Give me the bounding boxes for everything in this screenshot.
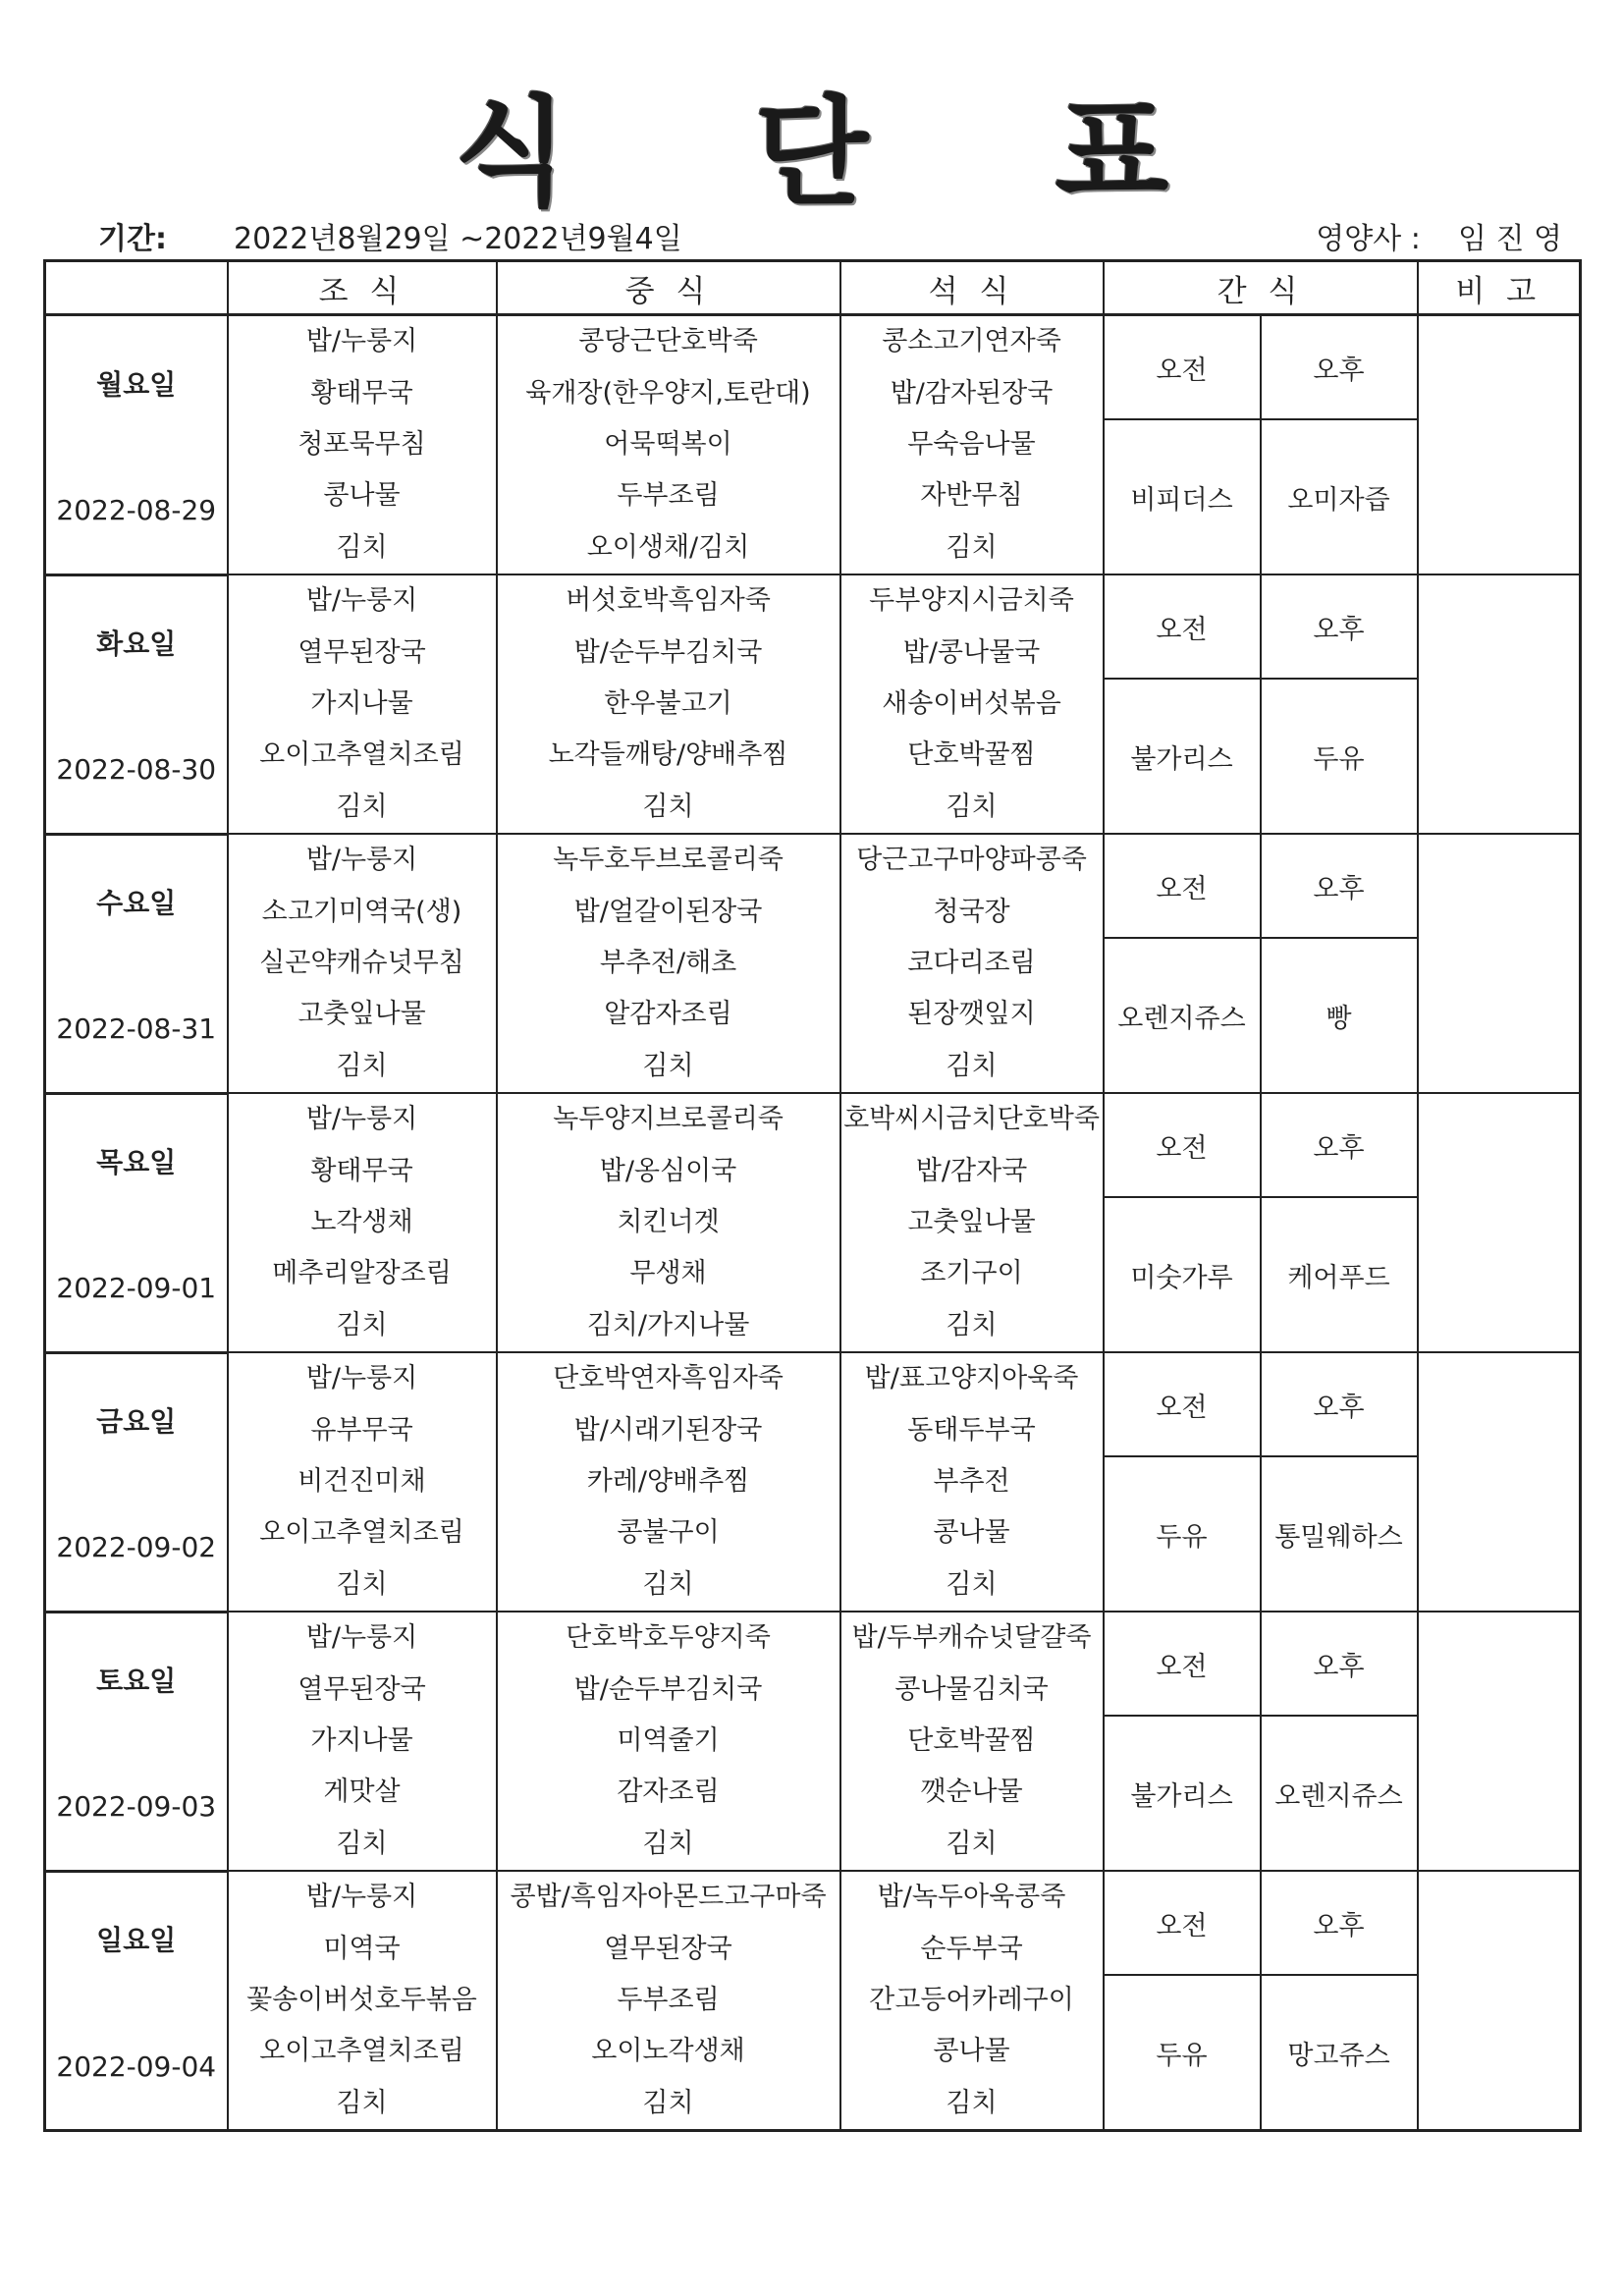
day-cell — [45, 1093, 228, 1352]
snack-am-label: 오전 — [1104, 834, 1261, 938]
lunch-item: 김치 — [642, 1568, 694, 1600]
snack-am-label: 오전 — [1104, 315, 1261, 420]
dinner-item: 단호박꿀찜 — [907, 1724, 1036, 1756]
day-cell — [45, 834, 228, 1093]
nutritionist: 영양사 : 임 진 영 — [1316, 222, 1562, 256]
breakfast-list — [229, 575, 496, 833]
day-row — [45, 1352, 1581, 1456]
dinner-item: 조기구이 — [920, 1258, 1023, 1289]
lunch-list — [498, 1353, 839, 1611]
title-char: 단 — [754, 85, 869, 222]
dinner-item: 콩소고기연자죽 — [882, 326, 1061, 357]
period-value: 2022년8월29일 ~2022년9월4일 — [234, 222, 682, 256]
breakfast-item: 황태무국 — [310, 377, 413, 409]
lunch-item: 밥/순두부김치국 — [573, 636, 763, 668]
dinner-item: 밥/콩나물국 — [902, 636, 1041, 668]
dinner-item: 김치 — [946, 531, 998, 563]
breakfast-item: 비건진미채 — [298, 1465, 426, 1497]
breakfast-item: 소고기미역국(생) — [261, 896, 462, 927]
day-block — [46, 1095, 227, 1350]
dinner-item: 부추전 — [933, 1465, 1010, 1497]
lunch-item: 김치/가지나물 — [586, 1309, 750, 1340]
day-block — [46, 1873, 227, 2128]
lunch-item: 부추전/해초 — [599, 947, 737, 978]
day-cell — [45, 315, 228, 575]
snack-am-value: 불가리스 — [1104, 1716, 1261, 1871]
breakfast-list — [229, 1353, 496, 1611]
dinner-cell — [840, 1352, 1104, 1612]
breakfast-item: 밥/누룽지 — [305, 1363, 418, 1394]
note-cell — [1418, 1352, 1581, 1612]
dinner-item: 동태두부국 — [907, 1414, 1036, 1446]
dinner-cell — [840, 1093, 1104, 1352]
day-row — [45, 1871, 1581, 1975]
snack-am-value: 오렌지쥬스 — [1104, 938, 1261, 1093]
day-row — [45, 1093, 1581, 1197]
header-note: 비 고 — [1418, 261, 1581, 315]
dinner-item: 무숙음나물 — [907, 428, 1036, 460]
lunch-cell — [497, 1871, 840, 2131]
day-name: 토요일 — [96, 1664, 177, 1697]
day-block — [46, 836, 227, 1091]
lunch-cell — [497, 1352, 840, 1612]
lunch-item: 미역줄기 — [617, 1724, 720, 1756]
note-cell — [1418, 1612, 1581, 1871]
breakfast-item: 가지나물 — [310, 1724, 413, 1756]
note-cell — [1418, 315, 1581, 575]
corner-cell — [45, 261, 228, 315]
lunch-item: 두부조림 — [617, 480, 720, 512]
dinner-item: 콩나물김치국 — [894, 1673, 1049, 1705]
day-cell — [45, 574, 228, 834]
breakfast-item: 콩나물 — [323, 480, 401, 512]
dinner-list — [841, 835, 1103, 1092]
lunch-list — [498, 575, 839, 833]
lunch-item: 한우불고기 — [604, 687, 732, 719]
snack-am-label: 오전 — [1104, 1093, 1261, 1197]
day-date: 2022-09-02 — [56, 1531, 217, 1564]
day-name: 금요일 — [96, 1404, 177, 1438]
breakfast-item: 열무된장국 — [298, 636, 426, 668]
breakfast-item: 고춧잎나물 — [298, 999, 426, 1030]
lunch-item: 단호박호두양지죽 — [566, 1622, 771, 1654]
note-cell — [1418, 834, 1581, 1093]
lunch-cell — [497, 1612, 840, 1871]
lunch-item: 콩불구이 — [617, 1517, 720, 1549]
lunch-list — [498, 1872, 839, 2129]
lunch-item: 오이생채/김치 — [586, 531, 750, 563]
lunch-item: 열무된장국 — [604, 1933, 732, 1964]
breakfast-item: 메추리알장조림 — [272, 1258, 452, 1289]
dinner-item: 김치 — [946, 1309, 998, 1340]
lunch-item: 녹두호두브로콜리죽 — [553, 845, 784, 876]
breakfast-cell — [228, 1612, 497, 1871]
breakfast-item: 미역국 — [323, 1933, 401, 1964]
day-name: 수요일 — [96, 886, 177, 919]
snack-am-label: 오전 — [1104, 1871, 1261, 1975]
breakfast-cell — [228, 315, 497, 575]
breakfast-cell — [228, 1871, 497, 2131]
lunch-item: 육개장(한우양지,토란대) — [525, 377, 811, 409]
lunch-item: 밥/시래기된장국 — [573, 1414, 763, 1446]
lunch-list — [498, 1613, 839, 1870]
lunch-cell — [497, 574, 840, 834]
dinner-item: 밥/감자국 — [915, 1155, 1028, 1186]
breakfast-item: 밥/누룽지 — [305, 585, 418, 617]
snack-pm-label: 오후 — [1261, 1612, 1418, 1716]
dinner-list — [841, 1094, 1103, 1351]
breakfast-item: 김치 — [336, 2087, 388, 2118]
breakfast-item: 밥/누룽지 — [305, 1882, 418, 1913]
snack-am-label: 오전 — [1104, 1352, 1261, 1456]
breakfast-cell — [228, 1352, 497, 1612]
day-cell — [45, 1871, 228, 2131]
note-cell — [1418, 1871, 1581, 2131]
menu-body — [45, 315, 1581, 2131]
dinner-cell — [840, 1871, 1104, 2131]
breakfast-list — [229, 1094, 496, 1351]
snack-pm-value: 오미자즙 — [1261, 419, 1418, 574]
title-char: 표 — [1055, 85, 1169, 222]
breakfast-cell — [228, 574, 497, 834]
lunch-list — [498, 1094, 839, 1351]
lunch-item: 밥/얼갈이된장국 — [573, 896, 763, 927]
dinner-item: 밥/감자된장국 — [890, 377, 1054, 409]
day-name: 월요일 — [96, 367, 177, 401]
snack-am-value: 두유 — [1104, 1975, 1261, 2131]
dinner-item: 호박씨시금치단호박죽 — [843, 1104, 1100, 1135]
snack-pm-value: 오렌지쥬스 — [1261, 1716, 1418, 1871]
lunch-item: 김치 — [642, 791, 694, 822]
snack-pm-value: 빵 — [1261, 938, 1418, 1093]
dinner-item: 코다리조림 — [907, 947, 1036, 978]
lunch-item: 녹두양지브로콜리죽 — [553, 1104, 784, 1135]
breakfast-item: 오이고추열치조림 — [259, 1517, 464, 1549]
breakfast-item: 열무된장국 — [298, 1673, 426, 1705]
snack-pm-label: 오후 — [1261, 834, 1418, 938]
snack-am-value: 미숫가루 — [1104, 1197, 1261, 1352]
dinner-item: 김치 — [946, 1050, 998, 1081]
snack-pm-label: 오후 — [1261, 574, 1418, 679]
dinner-item: 김치 — [946, 791, 998, 822]
snack-pm-label: 오후 — [1261, 1093, 1418, 1197]
snack-pm-label: 오후 — [1261, 1352, 1418, 1456]
day-name: 화요일 — [96, 627, 177, 660]
breakfast-item: 김치 — [336, 791, 388, 822]
day-cell — [45, 1612, 228, 1871]
day-name: 목요일 — [96, 1145, 177, 1178]
lunch-item: 밥/옹심이국 — [599, 1155, 737, 1186]
lunch-item: 김치 — [642, 1828, 694, 1859]
day-date: 2022-08-30 — [56, 753, 217, 787]
dinner-item: 간고등어카레구이 — [869, 1984, 1074, 2015]
menu-table — [43, 259, 1582, 2132]
day-block — [46, 317, 227, 573]
breakfast-item: 게맛살 — [323, 1777, 401, 1808]
lunch-list — [498, 835, 839, 1092]
header-lunch: 중 식 — [497, 261, 840, 315]
breakfast-item: 밥/누룽지 — [305, 326, 418, 357]
lunch-item: 노각들깨탕/양배추찜 — [548, 739, 788, 771]
lunch-item: 카레/양배추찜 — [586, 1465, 750, 1497]
header-row — [45, 261, 1581, 315]
snack-am-value: 불가리스 — [1104, 679, 1261, 834]
breakfast-item: 밥/누룽지 — [305, 1622, 418, 1654]
lunch-item: 어묵떡복이 — [604, 428, 732, 460]
breakfast-item: 밥/누룽지 — [305, 845, 418, 876]
snack-am-label: 오전 — [1104, 574, 1261, 679]
dinner-list — [841, 1613, 1103, 1870]
breakfast-cell — [228, 834, 497, 1093]
lunch-item: 치킨너겟 — [617, 1206, 720, 1237]
dinner-item: 단호박꿀찜 — [907, 739, 1036, 771]
dinner-list — [841, 1353, 1103, 1611]
lunch-item: 김치 — [642, 2087, 694, 2118]
dinner-item: 김치 — [946, 1828, 998, 1859]
snack-am-label: 오전 — [1104, 1612, 1261, 1716]
snack-pm-value: 케어푸드 — [1261, 1197, 1418, 1352]
dinner-item: 콩나물 — [933, 2036, 1010, 2067]
day-name: 일요일 — [96, 1924, 177, 1956]
dinner-item: 밥/녹두아욱콩죽 — [877, 1882, 1066, 1913]
breakfast-item: 김치 — [336, 1050, 388, 1081]
lunch-cell — [497, 834, 840, 1093]
breakfast-item: 오이고추열치조림 — [259, 2036, 464, 2067]
day-row — [45, 1612, 1581, 1716]
breakfast-cell — [228, 1093, 497, 1352]
lunch-item: 두부조림 — [617, 1984, 720, 2015]
breakfast-item: 실곤약캐슈넛무침 — [259, 947, 464, 978]
breakfast-item: 꽃송이버섯호두볶음 — [246, 1984, 477, 2015]
lunch-item: 밥/순두부김치국 — [573, 1673, 763, 1705]
dinner-item: 자반무침 — [920, 480, 1023, 512]
snack-pm-value: 통밀웨하스 — [1261, 1456, 1418, 1612]
day-row — [45, 834, 1581, 938]
dinner-list — [841, 316, 1103, 574]
lunch-item: 콩밥/흑임자아몬드고구마죽 — [510, 1882, 827, 1913]
snack-pm-value: 망고쥬스 — [1261, 1975, 1418, 2131]
snack-pm-value: 두유 — [1261, 679, 1418, 834]
title-char: 식 — [454, 85, 568, 222]
day-row — [45, 574, 1581, 679]
breakfast-list — [229, 1872, 496, 2129]
dinner-cell — [840, 315, 1104, 575]
day-date: 2022-09-03 — [56, 1790, 217, 1824]
lunch-item: 김치 — [642, 1050, 694, 1081]
snack-am-value: 비피더스 — [1104, 419, 1261, 574]
breakfast-item: 청포묵무침 — [298, 428, 426, 460]
breakfast-list — [229, 316, 496, 574]
dinner-cell — [840, 574, 1104, 834]
lunch-cell — [497, 315, 840, 575]
header-snack: 간 식 — [1104, 261, 1418, 315]
breakfast-item: 김치 — [336, 1568, 388, 1600]
dinner-item: 고춧잎나물 — [907, 1206, 1036, 1237]
lunch-cell — [497, 1093, 840, 1352]
dinner-item: 당근고구마양파콩죽 — [856, 845, 1087, 876]
day-block — [46, 1613, 227, 1869]
dinner-item: 된장깻잎지 — [907, 999, 1036, 1030]
dinner-item: 새송이버섯볶음 — [882, 687, 1061, 719]
dinner-list — [841, 1872, 1103, 2129]
lunch-item: 오이노각생채 — [591, 2036, 745, 2067]
breakfast-item: 밥/누룽지 — [305, 1104, 418, 1135]
dinner-item: 청국장 — [933, 896, 1010, 927]
breakfast-item: 김치 — [336, 1309, 388, 1340]
breakfast-item: 유부무국 — [310, 1414, 413, 1446]
note-cell — [1418, 574, 1581, 834]
dinner-item: 콩나물 — [933, 1517, 1010, 1549]
dinner-item: 밥/표고양지아욱죽 — [864, 1363, 1079, 1394]
page-title — [0, 59, 1623, 228]
dinner-cell — [840, 1612, 1104, 1871]
breakfast-item: 가지나물 — [310, 687, 413, 719]
dinner-item: 두부양지시금치죽 — [869, 585, 1074, 617]
breakfast-item: 오이고추열치조림 — [259, 739, 464, 771]
dinner-item: 순두부국 — [920, 1933, 1023, 1964]
dinner-item: 깻순나물 — [920, 1777, 1023, 1808]
header-breakfast: 조 식 — [228, 261, 497, 315]
breakfast-item: 황태무국 — [310, 1155, 413, 1186]
lunch-item: 알감자조림 — [604, 999, 732, 1030]
period-label: 기간: — [98, 222, 167, 256]
snack-pm-label: 오후 — [1261, 315, 1418, 420]
lunch-list — [498, 316, 839, 574]
snack-am-value: 두유 — [1104, 1456, 1261, 1612]
lunch-item: 콩당근단호박죽 — [578, 326, 758, 357]
day-block — [46, 1354, 227, 1610]
lunch-item: 단호박연자흑임자죽 — [553, 1363, 784, 1394]
breakfast-item: 노각생채 — [310, 1206, 413, 1237]
breakfast-list — [229, 1613, 496, 1870]
dinner-item: 김치 — [946, 2087, 998, 2118]
day-row — [45, 315, 1581, 420]
day-date: 2022-08-29 — [56, 494, 217, 526]
breakfast-item: 김치 — [336, 531, 388, 563]
breakfast-item: 김치 — [336, 1828, 388, 1859]
lunch-item: 감자조림 — [617, 1777, 720, 1808]
day-cell — [45, 1352, 228, 1612]
day-block — [46, 576, 227, 832]
dinner-list — [841, 575, 1103, 833]
lunch-item: 무생채 — [629, 1258, 707, 1289]
dinner-item: 밥/두부캐슈넛달걀죽 — [851, 1622, 1092, 1654]
day-date: 2022-08-31 — [56, 1012, 217, 1046]
day-date: 2022-09-04 — [56, 2050, 217, 2083]
dinner-cell — [840, 834, 1104, 1093]
lunch-item: 버섯호박흑임자죽 — [566, 585, 771, 617]
dinner-item: 김치 — [946, 1568, 998, 1600]
breakfast-list — [229, 835, 496, 1092]
day-date: 2022-09-01 — [56, 1272, 217, 1305]
snack-pm-label: 오후 — [1261, 1871, 1418, 1975]
note-cell — [1418, 1093, 1581, 1352]
header-dinner: 석 식 — [840, 261, 1104, 315]
